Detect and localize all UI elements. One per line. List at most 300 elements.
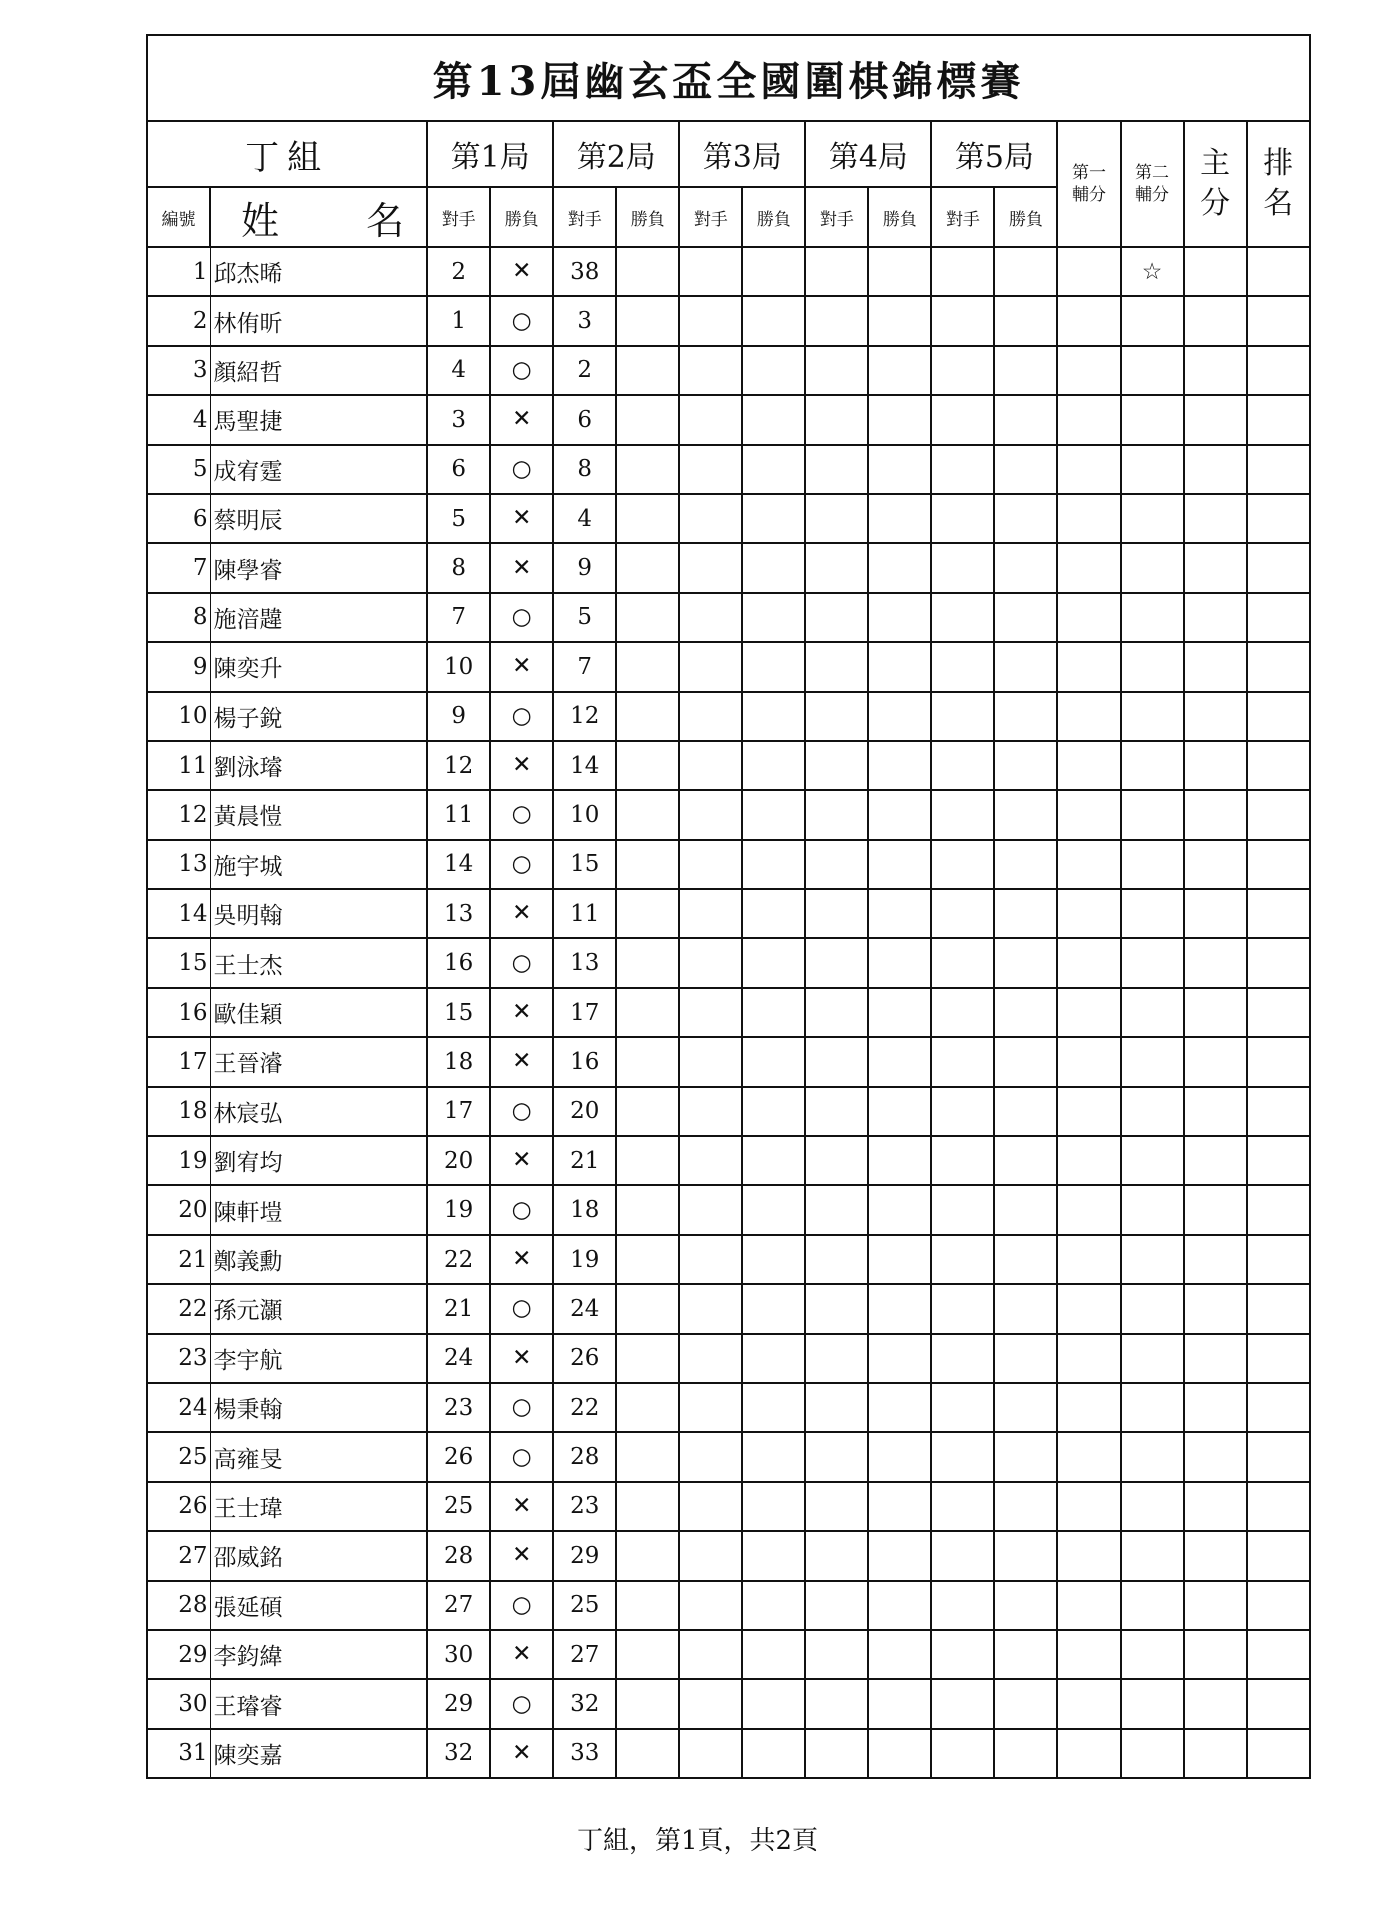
- round-3-result: [742, 1581, 805, 1630]
- round-1-opponent: 19: [427, 1185, 490, 1234]
- rank: [1247, 247, 1310, 296]
- round-2-opponent: 25: [553, 1581, 616, 1630]
- round-5-opponent: [931, 988, 994, 1037]
- player-name: 蔡明辰: [210, 494, 427, 543]
- round-1-result: ✕: [490, 741, 553, 790]
- round-1-opponent: 7: [427, 593, 490, 642]
- round-5-result: [994, 1679, 1057, 1728]
- player-number: 2: [147, 296, 210, 345]
- round-2-result: [616, 741, 679, 790]
- round-3-opponent: [679, 543, 742, 592]
- aux-score-2: [1121, 593, 1184, 642]
- round-3-result: [742, 593, 805, 642]
- round-3-opponent: [679, 1235, 742, 1284]
- round-5-result: [994, 692, 1057, 741]
- aux-score-2: [1121, 840, 1184, 889]
- main-score: [1184, 1432, 1247, 1481]
- round-2-opponent: 29: [553, 1531, 616, 1580]
- round-4-result: [868, 296, 931, 345]
- main-score: [1184, 1087, 1247, 1136]
- round-3-opponent: [679, 1531, 742, 1580]
- round-5-opponent: [931, 741, 994, 790]
- round-5-result: [994, 1087, 1057, 1136]
- round-4-opponent: [805, 1334, 868, 1383]
- player-number: 21: [147, 1235, 210, 1284]
- round-2-opponent: 16: [553, 1037, 616, 1086]
- table-row: [147, 1235, 1310, 1284]
- player-rows: [147, 247, 1310, 1778]
- round-1-result: ✕: [490, 247, 553, 296]
- round-5-opponent: [931, 1235, 994, 1284]
- round-5-opponent: [931, 1482, 994, 1531]
- rank: [1247, 1630, 1310, 1679]
- main-score: [1184, 1482, 1247, 1531]
- aux-score-1: [1057, 247, 1120, 296]
- round-1-result: ○: [490, 1284, 553, 1333]
- aux-score-1: [1057, 741, 1120, 790]
- aux-score-2: [1121, 889, 1184, 938]
- table-row: [147, 692, 1310, 741]
- round-5-opponent: [931, 1679, 994, 1728]
- round-2-result: [616, 1531, 679, 1580]
- aux-score-2: [1121, 1334, 1184, 1383]
- table-row: [147, 346, 1310, 395]
- round-2-opponent: 9: [553, 543, 616, 592]
- round-1-opponent: 25: [427, 1482, 490, 1531]
- aux-score-2: [1121, 741, 1184, 790]
- player-name: 王晉濬: [210, 1037, 427, 1086]
- round-4-result: [868, 1037, 931, 1086]
- round-1-opponent: 26: [427, 1432, 490, 1481]
- player-name: 施湆韙: [210, 593, 427, 642]
- player-name: 劉宥均: [210, 1136, 427, 1185]
- player-number: 18: [147, 1087, 210, 1136]
- round-4-result: [868, 1482, 931, 1531]
- round-1-result: ✕: [490, 889, 553, 938]
- round-1-opponent: 15: [427, 988, 490, 1037]
- round-4-opponent: [805, 1284, 868, 1333]
- round-4-result: [868, 494, 931, 543]
- player-number: 19: [147, 1136, 210, 1185]
- round-4-result: [868, 1185, 931, 1234]
- round-5-opponent: [931, 593, 994, 642]
- table-row: [147, 395, 1310, 444]
- round-3-result: [742, 395, 805, 444]
- round-5-result: [994, 346, 1057, 395]
- round-1-result: ○: [490, 790, 553, 839]
- opponent-header: 對手: [679, 187, 742, 247]
- round-5-opponent: [931, 1630, 994, 1679]
- round-2-opponent: 20: [553, 1087, 616, 1136]
- main-score: [1184, 494, 1247, 543]
- table-row: [147, 1482, 1310, 1531]
- round-3-opponent: [679, 346, 742, 395]
- main-score: [1184, 1037, 1247, 1086]
- round-2-opponent: 6: [553, 395, 616, 444]
- round-2-opponent: 23: [553, 1482, 616, 1531]
- round-2-result: [616, 988, 679, 1037]
- round-4-opponent: [805, 247, 868, 296]
- round-5-opponent: [931, 296, 994, 345]
- round-4-result: [868, 840, 931, 889]
- round-3-result: [742, 1037, 805, 1086]
- score-sheet: [146, 34, 1311, 1779]
- round-3-result: [742, 889, 805, 938]
- player-number: 25: [147, 1432, 210, 1481]
- round-2-result: [616, 1185, 679, 1234]
- round-2-opponent: 5: [553, 593, 616, 642]
- player-name: 成宥霆: [210, 445, 427, 494]
- round-1-result: ✕: [490, 1531, 553, 1580]
- round-4-header: 第4局: [805, 121, 931, 187]
- round-5-opponent: [931, 1037, 994, 1086]
- round-2-result: [616, 296, 679, 345]
- aux-score-2: [1121, 1630, 1184, 1679]
- rank: [1247, 1136, 1310, 1185]
- aux-score-1: [1057, 1581, 1120, 1630]
- aux-score-1: [1057, 889, 1120, 938]
- round-2-header: 第2局: [553, 121, 679, 187]
- round-5-result: [994, 1581, 1057, 1630]
- table-row: [147, 1334, 1310, 1383]
- round-3-result: [742, 1531, 805, 1580]
- rank: [1247, 296, 1310, 345]
- rank: [1247, 1482, 1310, 1531]
- round-2-opponent: 7: [553, 642, 616, 691]
- rank: [1247, 1334, 1310, 1383]
- table-row: [147, 642, 1310, 691]
- main-score: [1184, 1334, 1247, 1383]
- round-3-result: [742, 938, 805, 987]
- round-2-result: [616, 247, 679, 296]
- table-row: [147, 1284, 1310, 1333]
- round-1-opponent: 16: [427, 938, 490, 987]
- round-5-opponent: [931, 790, 994, 839]
- aux-score-2: [1121, 1037, 1184, 1086]
- aux-score-2: [1121, 1531, 1184, 1580]
- table-row: [147, 543, 1310, 592]
- aux-score-2: [1121, 790, 1184, 839]
- round-2-result: [616, 395, 679, 444]
- aux-score-2: [1121, 1581, 1184, 1630]
- round-2-opponent: 8: [553, 445, 616, 494]
- opponent-header: 對手: [427, 187, 490, 247]
- round-2-result: [616, 1581, 679, 1630]
- round-4-result: [868, 1087, 931, 1136]
- main-score: [1184, 988, 1247, 1037]
- main-score: [1184, 395, 1247, 444]
- table-row: [147, 1185, 1310, 1234]
- round-2-opponent: 12: [553, 692, 616, 741]
- round-1-result: ✕: [490, 1235, 553, 1284]
- main-score: [1184, 1284, 1247, 1333]
- player-number: 23: [147, 1334, 210, 1383]
- round-1-result: ✕: [490, 494, 553, 543]
- round-3-result: [742, 642, 805, 691]
- table-row: [147, 840, 1310, 889]
- round-1-opponent: 3: [427, 395, 490, 444]
- round-3-opponent: [679, 840, 742, 889]
- player-number: 27: [147, 1531, 210, 1580]
- round-3-opponent: [679, 1482, 742, 1531]
- round-4-opponent: [805, 938, 868, 987]
- round-5-result: [994, 1284, 1057, 1333]
- aux-score-1: [1057, 1630, 1120, 1679]
- main-score: [1184, 346, 1247, 395]
- round-3-opponent: [679, 1087, 742, 1136]
- aux-score-1-header: 第一 輔分: [1057, 121, 1120, 247]
- player-number: 9: [147, 642, 210, 691]
- player-number: 15: [147, 938, 210, 987]
- opponent-header: 對手: [931, 187, 994, 247]
- round-2-opponent: 15: [553, 840, 616, 889]
- aux-score-2-header: 第二 輔分: [1121, 121, 1184, 247]
- round-4-opponent: [805, 1630, 868, 1679]
- rank: [1247, 1432, 1310, 1481]
- round-3-result: [742, 1630, 805, 1679]
- main-score: [1184, 1185, 1247, 1234]
- player-name: 歐佳穎: [210, 988, 427, 1037]
- aux-score-1: [1057, 1136, 1120, 1185]
- round-4-result: [868, 1235, 931, 1284]
- round-1-result: ○: [490, 1679, 553, 1728]
- round-1-result: ○: [490, 1581, 553, 1630]
- aux-score-2: [1121, 1284, 1184, 1333]
- player-name: 黃晨愷: [210, 790, 427, 839]
- round-3-opponent: [679, 1136, 742, 1185]
- round-1-opponent: 11: [427, 790, 490, 839]
- round-5-result: [994, 1383, 1057, 1432]
- round-1-opponent: 17: [427, 1087, 490, 1136]
- round-1-opponent: 28: [427, 1531, 490, 1580]
- main-score: [1184, 445, 1247, 494]
- round-2-opponent: 26: [553, 1334, 616, 1383]
- round-2-result: [616, 840, 679, 889]
- result-header: 勝負: [742, 187, 805, 247]
- rank: [1247, 543, 1310, 592]
- round-3-opponent: [679, 593, 742, 642]
- round-1-result: ○: [490, 296, 553, 345]
- round-5-result: [994, 1630, 1057, 1679]
- main-score: [1184, 296, 1247, 345]
- round-2-opponent: 27: [553, 1630, 616, 1679]
- round-4-opponent: [805, 1432, 868, 1481]
- round-1-result: ○: [490, 1087, 553, 1136]
- round-1-result: ○: [490, 593, 553, 642]
- round-5-result: [994, 445, 1057, 494]
- round-3-result: [742, 543, 805, 592]
- round-4-result: [868, 1679, 931, 1728]
- round-3-header: 第3局: [679, 121, 805, 187]
- round-2-result: [616, 1334, 679, 1383]
- round-2-opponent: 14: [553, 741, 616, 790]
- round-4-result: [868, 593, 931, 642]
- round-4-opponent: [805, 1729, 868, 1778]
- round-3-opponent: [679, 642, 742, 691]
- round-5-result: [994, 395, 1057, 444]
- aux-score-1: [1057, 543, 1120, 592]
- round-1-opponent: 2: [427, 247, 490, 296]
- round-2-result: [616, 1383, 679, 1432]
- round-2-opponent: 33: [553, 1729, 616, 1778]
- round-4-opponent: [805, 988, 868, 1037]
- round-2-result: [616, 445, 679, 494]
- player-name: 李鈞緯: [210, 1630, 427, 1679]
- rank: [1247, 1679, 1310, 1728]
- main-score: [1184, 790, 1247, 839]
- round-2-opponent: 24: [553, 1284, 616, 1333]
- round-1-opponent: 4: [427, 346, 490, 395]
- player-name: 林侑昕: [210, 296, 427, 345]
- player-name: 王士杰: [210, 938, 427, 987]
- player-number: 1: [147, 247, 210, 296]
- round-5-result: [994, 296, 1057, 345]
- round-5-result: [994, 247, 1057, 296]
- round-4-result: [868, 1136, 931, 1185]
- aux-score-2: [1121, 1235, 1184, 1284]
- round-4-opponent: [805, 1235, 868, 1284]
- player-name: 鄭義勳: [210, 1235, 427, 1284]
- player-name: 楊子銳: [210, 692, 427, 741]
- aux-score-1: [1057, 1284, 1120, 1333]
- player-number: 28: [147, 1581, 210, 1630]
- aux-score-1: [1057, 395, 1120, 444]
- result-header: 勝負: [490, 187, 553, 247]
- round-3-opponent: [679, 1630, 742, 1679]
- aux-score-2: [1121, 642, 1184, 691]
- player-name: 吳明翰: [210, 889, 427, 938]
- round-2-opponent: 21: [553, 1136, 616, 1185]
- round-4-result: [868, 1334, 931, 1383]
- round-5-opponent: [931, 1185, 994, 1234]
- table-row: [147, 988, 1310, 1037]
- aux-score-1: [1057, 494, 1120, 543]
- round-1-result: ○: [490, 1185, 553, 1234]
- round-3-result: [742, 1284, 805, 1333]
- player-name: 邵威銘: [210, 1531, 427, 1580]
- aux-score-1: [1057, 1383, 1120, 1432]
- round-3-opponent: [679, 1432, 742, 1481]
- main-score: [1184, 1235, 1247, 1284]
- round-2-result: [616, 642, 679, 691]
- round-2-result: [616, 938, 679, 987]
- rank: [1247, 1037, 1310, 1086]
- round-1-opponent: 30: [427, 1630, 490, 1679]
- round-3-opponent: [679, 938, 742, 987]
- aux-score-1: [1057, 1185, 1120, 1234]
- round-3-opponent: [679, 1383, 742, 1432]
- table-row: [147, 1581, 1310, 1630]
- round-4-opponent: [805, 1087, 868, 1136]
- round-4-result: [868, 1284, 931, 1333]
- round-5-opponent: [931, 1087, 994, 1136]
- round-4-opponent: [805, 1136, 868, 1185]
- rank: [1247, 1531, 1310, 1580]
- round-4-opponent: [805, 840, 868, 889]
- round-2-opponent: 18: [553, 1185, 616, 1234]
- player-number: 5: [147, 445, 210, 494]
- round-5-result: [994, 741, 1057, 790]
- player-number: 7: [147, 543, 210, 592]
- opponent-header: 對手: [805, 187, 868, 247]
- round-3-opponent: [679, 395, 742, 444]
- round-5-opponent: [931, 346, 994, 395]
- round-5-opponent: [931, 1531, 994, 1580]
- round-4-opponent: [805, 889, 868, 938]
- round-5-result: [994, 494, 1057, 543]
- round-5-result: [994, 1136, 1057, 1185]
- round-2-result: [616, 346, 679, 395]
- round-3-result: [742, 1185, 805, 1234]
- round-2-opponent: 11: [553, 889, 616, 938]
- table-row: [147, 1432, 1310, 1481]
- round-1-opponent: 32: [427, 1729, 490, 1778]
- page-title: 第13屆幽玄盃全國圍棋錦標賽: [147, 35, 1310, 121]
- round-4-opponent: [805, 1581, 868, 1630]
- round-5-opponent: [931, 642, 994, 691]
- round-2-result: [616, 1482, 679, 1531]
- aux-score-1: [1057, 346, 1120, 395]
- round-5-result: [994, 593, 1057, 642]
- round-1-opponent: 24: [427, 1334, 490, 1383]
- table-row: [147, 889, 1310, 938]
- round-3-result: [742, 494, 805, 543]
- player-name: 楊秉翰: [210, 1383, 427, 1432]
- round-1-opponent: 5: [427, 494, 490, 543]
- aux-score-1: [1057, 445, 1120, 494]
- standings-table: [146, 34, 1311, 1779]
- aux-score-2: [1121, 1087, 1184, 1136]
- round-2-opponent: 28: [553, 1432, 616, 1481]
- round-5-opponent: [931, 840, 994, 889]
- aux-score-2: [1121, 395, 1184, 444]
- aux-score-2: [1121, 445, 1184, 494]
- round-3-opponent: [679, 494, 742, 543]
- aux-score-1: [1057, 1531, 1120, 1580]
- round-1-result: ○: [490, 346, 553, 395]
- player-name: 李宇航: [210, 1334, 427, 1383]
- main-score: [1184, 938, 1247, 987]
- main-score: [1184, 741, 1247, 790]
- round-5-result: [994, 1235, 1057, 1284]
- player-name: 陳學睿: [210, 543, 427, 592]
- round-4-result: [868, 445, 931, 494]
- table-row: [147, 790, 1310, 839]
- aux-score-2: [1121, 1679, 1184, 1728]
- round-3-result: [742, 1729, 805, 1778]
- round-1-result: ○: [490, 445, 553, 494]
- name-header: 姓 名: [210, 187, 427, 247]
- round-5-opponent: [931, 1334, 994, 1383]
- round-3-opponent: [679, 1185, 742, 1234]
- player-name: 林宸弘: [210, 1087, 427, 1136]
- round-3-opponent: [679, 741, 742, 790]
- round-1-opponent: 13: [427, 889, 490, 938]
- round-4-opponent: [805, 296, 868, 345]
- round-2-result: [616, 1432, 679, 1481]
- round-5-header: 第5局: [931, 121, 1057, 187]
- rank: [1247, 494, 1310, 543]
- round-1-result: ✕: [490, 1729, 553, 1778]
- main-score: [1184, 543, 1247, 592]
- aux-score-1: [1057, 593, 1120, 642]
- round-3-result: [742, 296, 805, 345]
- round-5-result: [994, 840, 1057, 889]
- round-2-opponent: 17: [553, 988, 616, 1037]
- aux-score-1: [1057, 1729, 1120, 1778]
- round-3-opponent: [679, 790, 742, 839]
- round-5-opponent: [931, 445, 994, 494]
